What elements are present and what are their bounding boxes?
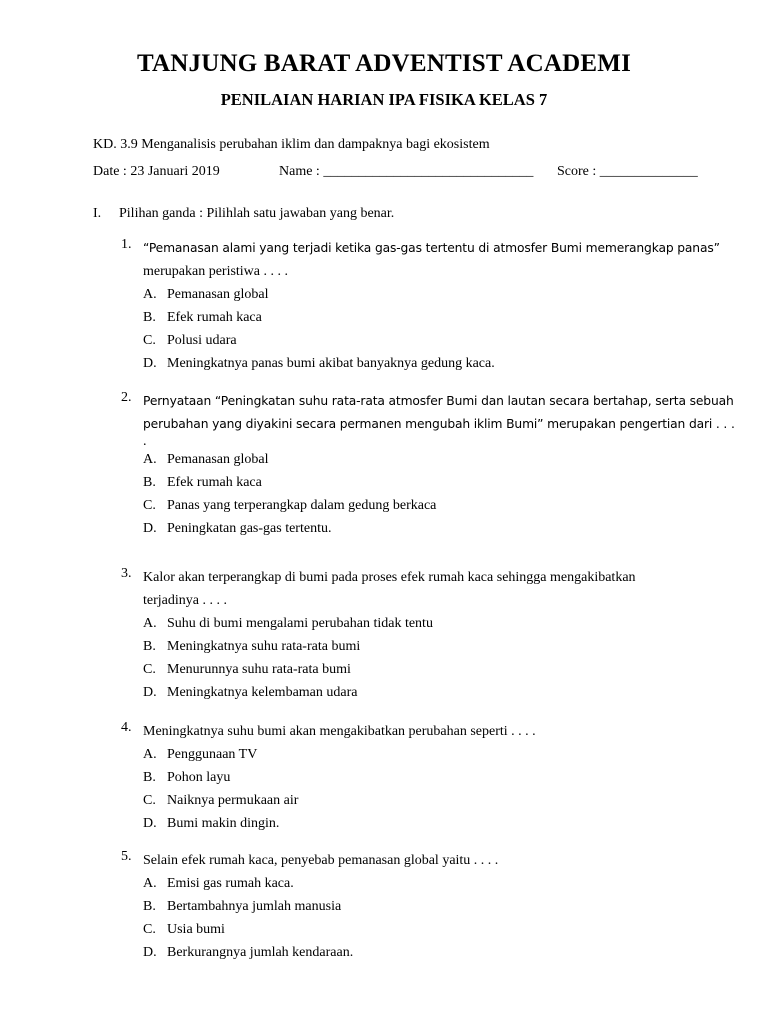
option-text: Bertambahnya jumlah manusia <box>167 899 342 914</box>
name-field: Name : ______________________________ <box>279 164 534 179</box>
option-text: Panas yang terperangkap dalam gedung berkaca <box>167 498 437 513</box>
date-field: Date : 23 Januari 2019 <box>93 164 220 179</box>
option-b <box>143 895 701 918</box>
question-4 <box>121 720 701 835</box>
question-text <box>143 390 735 449</box>
option-text: Meningkatnya kelembaman udara <box>167 685 358 700</box>
question-number: 4. <box>121 720 132 735</box>
option-a <box>143 872 701 895</box>
question-2 <box>121 390 735 540</box>
option-list <box>143 283 701 375</box>
exam-title: PENILAIAN HARIAN IPA FISIKA KELAS 7 <box>220 90 548 109</box>
option-text: Pemanasan global <box>167 287 269 302</box>
question-line: “Pemanasan alami yang terjadi ketika gas-gas tertentu di atmosfer Bumi memerangkap panas” <box>143 241 720 255</box>
section-numeral: I. <box>93 206 102 221</box>
question-line: Kalor akan terperangkap di bumi pada proses efek rumah kaca sehingga mengakibatkan <box>143 570 636 585</box>
question-line: perubahan yang diyakini secara permanen mengubah iklim Bumi” merupakan pengertian dari . . . <box>143 417 735 431</box>
option-a <box>143 283 701 306</box>
option-list <box>143 612 701 704</box>
question-line: Pernyataan “Peningkatan suhu rata-rata atmosfer Bumi dan lautan secara bertahap, serta sebuah <box>143 394 734 408</box>
option-a <box>143 743 701 766</box>
option-d <box>143 681 701 704</box>
option-list <box>143 872 701 964</box>
option-text: Emisi gas rumah kaca. <box>167 876 294 891</box>
option-list <box>143 448 701 540</box>
option-c <box>143 494 701 517</box>
option-b <box>143 306 701 329</box>
option-text: Peningkatan gas-gas tertentu. <box>167 521 332 536</box>
option-a <box>143 612 701 635</box>
option-letter: D. <box>143 685 157 700</box>
question-line: . <box>143 434 147 449</box>
section-instruction: Pilihan ganda : Pilihlah satu jawaban yang benar. <box>119 206 395 221</box>
option-letter: A. <box>143 452 157 467</box>
option-letter: B. <box>143 475 156 490</box>
option-c <box>143 789 701 812</box>
option-letter: C. <box>143 333 156 348</box>
question-number: 2. <box>121 390 132 405</box>
option-b <box>143 766 701 789</box>
question-text <box>143 566 701 612</box>
option-list <box>143 743 701 835</box>
question-line: Selain efek rumah kaca, penyebab pemanasan global yaitu . . . . <box>143 853 499 868</box>
option-letter: A. <box>143 616 157 631</box>
option-letter: A. <box>143 876 157 891</box>
option-letter: C. <box>143 498 156 513</box>
option-letter: B. <box>143 639 156 654</box>
option-d <box>143 812 701 835</box>
option-c <box>143 329 701 352</box>
option-text: Pohon layu <box>167 770 231 785</box>
option-text: Bumi makin dingin. <box>167 816 280 831</box>
score-field: Score : ______________ <box>557 164 698 179</box>
option-b <box>143 471 701 494</box>
option-text: Efek rumah kaca <box>167 475 262 490</box>
option-letter: D. <box>143 521 157 536</box>
option-letter: D. <box>143 356 157 371</box>
competency-statement: KD. 3.9 Menganalisis perubahan iklim dan dampaknya bagi ekosistem <box>93 137 490 152</box>
question-text <box>143 237 720 283</box>
option-text: Meningkatnya panas bumi akibat banyaknya gedung kaca. <box>167 356 495 371</box>
question-number: 3. <box>121 566 132 581</box>
option-d <box>143 352 701 375</box>
option-letter: A. <box>143 747 157 762</box>
option-text: Menurunnya suhu rata-rata bumi <box>167 662 351 677</box>
question-number: 1. <box>121 237 132 252</box>
option-letter: C. <box>143 793 156 808</box>
option-d <box>143 517 701 540</box>
option-text: Penggunaan TV <box>167 747 258 762</box>
option-letter: B. <box>143 310 156 325</box>
option-letter: B. <box>143 770 156 785</box>
option-letter: C. <box>143 662 156 677</box>
question-1 <box>121 237 720 375</box>
option-text: Suhu di bumi mengalami perubahan tidak tentu <box>167 616 433 631</box>
question-text <box>143 720 701 743</box>
option-text: Pemanasan global <box>167 452 269 467</box>
option-text: Meningkatnya suhu rata-rata bumi <box>167 639 361 654</box>
question-5 <box>121 849 701 964</box>
option-text: Berkurangnya jumlah kendaraan. <box>167 945 354 960</box>
option-a <box>143 448 701 471</box>
question-line: terjadinya . . . . <box>143 593 227 608</box>
option-letter: D. <box>143 945 157 960</box>
option-c <box>143 918 701 941</box>
school-name: TANJUNG BARAT ADVENTIST ACADEMI <box>136 50 632 77</box>
option-text: Polusi udara <box>167 333 237 348</box>
option-text: Naiknya permukaan air <box>167 793 299 808</box>
question-number: 5. <box>121 849 132 864</box>
option-text: Efek rumah kaca <box>167 310 262 325</box>
option-b <box>143 635 701 658</box>
option-text: Usia bumi <box>167 922 225 937</box>
question-3 <box>121 566 701 704</box>
option-letter: A. <box>143 287 157 302</box>
option-letter: D. <box>143 816 157 831</box>
option-letter: C. <box>143 922 156 937</box>
question-line: merupakan peristiwa . . . . <box>143 264 289 279</box>
question-line: Meningkatnya suhu bumi akan mengakibatkan perubahan seperti . . . . <box>143 724 536 739</box>
option-c <box>143 658 701 681</box>
option-d <box>143 941 701 964</box>
question-text <box>143 849 701 872</box>
option-letter: B. <box>143 899 156 914</box>
